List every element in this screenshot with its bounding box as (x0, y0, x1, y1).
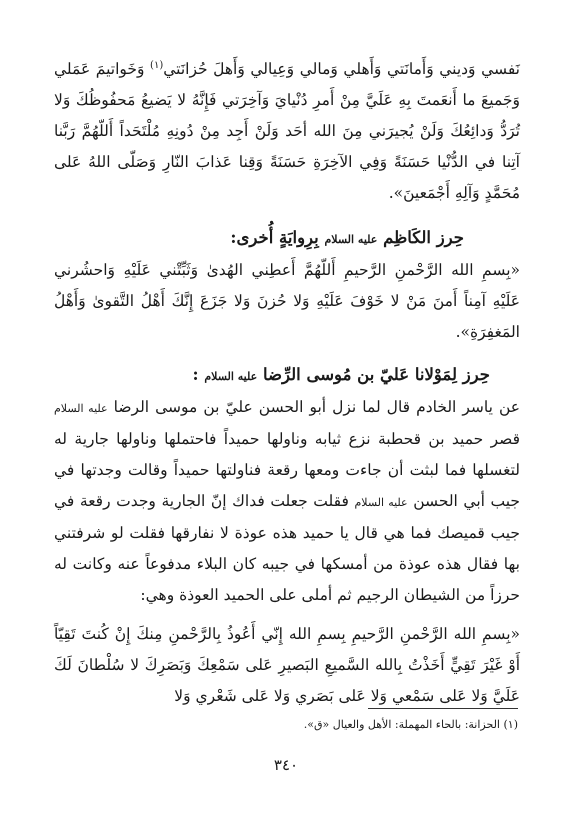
heading-kazim-suffix: بِرِوايَةٍ أُخرى: (230, 228, 319, 248)
page-number: ٣٤٠ (273, 756, 299, 774)
heading-rida (54, 360, 490, 392)
intro-paragraph (54, 50, 520, 209)
footnote: (١) الحزانة: بالحاء المهملة: الأهل والعيال «ق». (303, 718, 518, 731)
honorific-glyph: عليه السلام (354, 496, 408, 510)
kazim-paragraph: «بِسمِ الله الرَّحْمنِ الرَّحيمِ أَللّهُمَّ أَعطِني الهُدىٰ وَثَبِّتْني عَلَيْهِ وَاحشُرني عَلَيْهِ آمِناً أَمنَ مَنْ لا خَوْفَ عَلَيْهِ وَلا حُزنَ وَلا جَزَعَ إِنَّكَ أَهْلُ التَّقوىٰ وَأَهْلُ المَغفِرَةِ». (54, 261, 520, 342)
awdha-paragraph: «بِسمِ الله الرَّحْمنِ الرَّحيمِ بِسمِ الله إِنّي أَعُوذُ بِالرَّحْمنِ مِنكَ إِنْ كُنتَ تَقِيّاً أَوْ غَيْرَ تَقِيٍّ أَخَذْتُ بِالله السَّميعِ البَصيرِ عَلى سَمْعِكَ وَبَصَرِكَ لا سُلْطانَ لَكَ عَلَيَّ وَلا عَلى سَمْعي وَلا عَلى بَصَري وَلا عَلى شَعْري وَلا (54, 625, 520, 706)
page-body (54, 50, 520, 712)
footnote-divider (368, 708, 518, 709)
heading-kazim-prefix: حِرز الكَاظِم (383, 228, 464, 248)
heading-rida-suffix: : (192, 365, 199, 385)
rida-text-1: عن ياسر الخادم قال لما نزل أبو الحسن عليّ بن موسى الرضا (113, 398, 521, 417)
footnote-reference[interactable]: (١) (150, 60, 164, 71)
rida-text-2: قصر حميد بن قحطبة نزع ثيابه وناولها حميداً فاحتملها وناولها جارية له لتغسلها فما لبثت أن جاءت ومعها رقعة فناولتها حميداً وقالت وجدتها في جيب أبي الحسن (54, 430, 520, 511)
heading-rida-prefix: حِرز لِمَوْلانا عَليّ بن مُوسى الرِّضا (262, 365, 490, 385)
honorific-glyph: عليه السلام (324, 233, 378, 247)
rida-text-3: فقلت جعلت فداك إنّ الجارية وجدت رقعة في جيب قميصك فما هي قال يا حميد هذه عوذة لا نفارقها فقلت لو شرفتني بها فقال هذه عوذة من أمسكها في جيبه كان البلاء مدفوعاً عنه وكانت له حرزاً من الشيطان الرجيم ثم أملى على الحميد العوذة وهي: (54, 492, 520, 605)
heading-kazim (54, 223, 464, 255)
rida-paragraph (54, 392, 520, 611)
intro-text-rest: وَخَواتيمَ عَمَلي وَجَميعَ ما أَنعَمتَ بِهِ عَلَيَّ مِنْ أَمرِ دُنْيايَ وَآخِرَتي فَإِنَّهُ لا يَضيعُ مَحفُوظُكَ وَلا تُرَدُّ وَدائِعُكَ وَلَنْ يُجيرَني مِنَ الله أحَد وَلَنْ أَجِد مِنْ دُونِهِ مُلْتَحَداً أَللّهُمَّ رَبَّنا آتِنا في الدُّنْيا حَسَنَةً وَفِي الآخِرَةِ حَسَنَةً وَقِنا عَذابَ النّارِ وَصَلّى اللهُ عَلى مُحَمَّدٍ وَآلِهِ أَجْمَعينَ». (54, 60, 520, 203)
honorific-glyph: عليه السلام (204, 370, 258, 384)
honorific-glyph: عليه السلام (54, 402, 108, 416)
intro-text: نَفسي وَديني وَأَمانَتي وَأَهلي وَمالي وَعِيالي وَأَهلَ حُزانَتي (163, 60, 520, 79)
